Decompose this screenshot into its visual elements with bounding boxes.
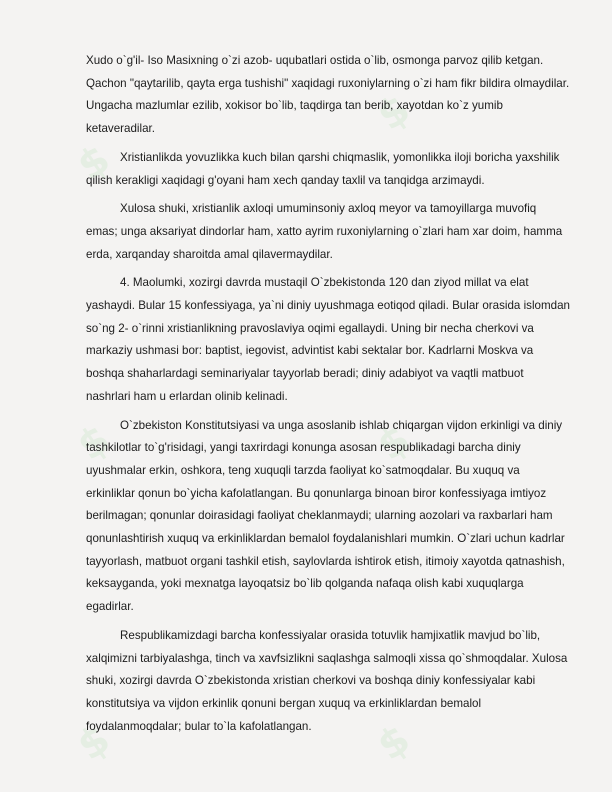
paragraph-3: Xulosa shuki, xristianlik axloqi umuminsoniy axloq meyor va tamoyillarga muvofiq emas; unga aksariyat dindorlar ham, xatto ayrim ruxoniylarning o`zlari ham xar doim, hamma erda, xarqanday sharoitda amal qilavermaydilar. xyxy=(86,202,563,261)
watermark-mark: $ xyxy=(69,416,119,470)
paragraph-2: Xristianlikda yovuzlikka kuch bilan qarshi chiqmaslik, yomonlikka iloji boricha yaxshilik qilish kerakligi xaqidagi g'oyani ham xech qanday taxlil va tanqidga arzimaydi. xyxy=(86,150,560,187)
paragraph-4: 4. Maolumki, xozirgi davrda mustaqil O`zbekistonda 120 dan ziyod millat va elat yashaydi. Bular 15 konfessiyaga, ya`ni diniy uyushmaga eotiqod qiladi. Bular orasida islomdan so`ng 2- o`rinni xristianlikning pravoslaviya oqimi egallaydi. Uning bir necha cherkovi va markaziy ushmasi bor: baptist, iegovist, advintist kabi sektalar bor. Kadrlarni Moskva va boshqa shaharlardagi seminariyalar tayyorlab beradi; diniy adabiyot va vaqtli matbuot nashrlari ham u erlardan olinib kelinadi. xyxy=(86,276,570,403)
paragraph-1: Xudo o`g'il- Iso Masixning o`zi azob- uqubatlari ostida o`lib, osmonga parvoz qilib ketgan. Qachon "qaytarilib, qayta erga tushishi" xaqidagi ruxoniylarning o`zi ham fikr bildira olmaydilar. Ungacha mazlumlar ezilib, xokisor bo`lib, taqdirga tan berib, xayotdan ko`z yumib ketaveradilar. xyxy=(86,54,570,136)
document-body xyxy=(86,50,570,738)
watermark-mark: $ xyxy=(369,86,419,140)
paragraph-6: Respublikamizdagi barcha konfessiyalar orasida totuvlik hamjixatlik mavjud bo`lib, xalqimizni tarbiyalashga, tinch va xavfsizlikni saqlashga salmoqli xissa qo`shmoqdalar. Xulosa shuki, xozirgi davrda O`zbekistonda xristian cherkovi va boshqa diniy konfessiyalar kabi konstitutsiya va vijdon erkinlik qonuni bergan xuquq va erkinliklardan bemalol foydalanmoqdalar; bular to`la kafolatlangan. xyxy=(86,628,568,733)
watermark-mark: $ xyxy=(369,716,419,770)
watermark-mark: $ xyxy=(69,716,119,770)
paragraph-5: O`zbekiston Konstitutsiyasi va unga asoslanib ishlab chiqargan vijdon erkinligi va diniy tashkilotlar to`g'risidagi, yangi taxrirdagi konunga asosan respublikadagi barcha diniy uyushmalar erkin, oshkora, teng xuquqli tarzda faoliyat ko`satmoqdalar. Bu xuquq va erkinliklar qonun bo`yicha kafolatlangan. Bu qonunlarga binoan biror konfessiyaga imtiyoz berilmagan; qonunlar doirasidagi faoliyat cheklanmaydi; ularning aozolari va raxbarlari ham qonunlashtirish xuquq va erkinliklardan bemalol foydalanishlari mumkin. O`zlari uchun kadrlar tayyorlash, matbuot organi tashkil etish, saylovlarda ishtirok etish, itimoiy xayotda qatnashish, keksayganda, yoki mexnatga layoqatsiz bo`lib qolganda nafaqa olish kabi xuquqlarga egadirlar. xyxy=(86,418,565,614)
watermark-mark: $ xyxy=(69,136,119,190)
watermark-mark: $ xyxy=(369,416,419,470)
